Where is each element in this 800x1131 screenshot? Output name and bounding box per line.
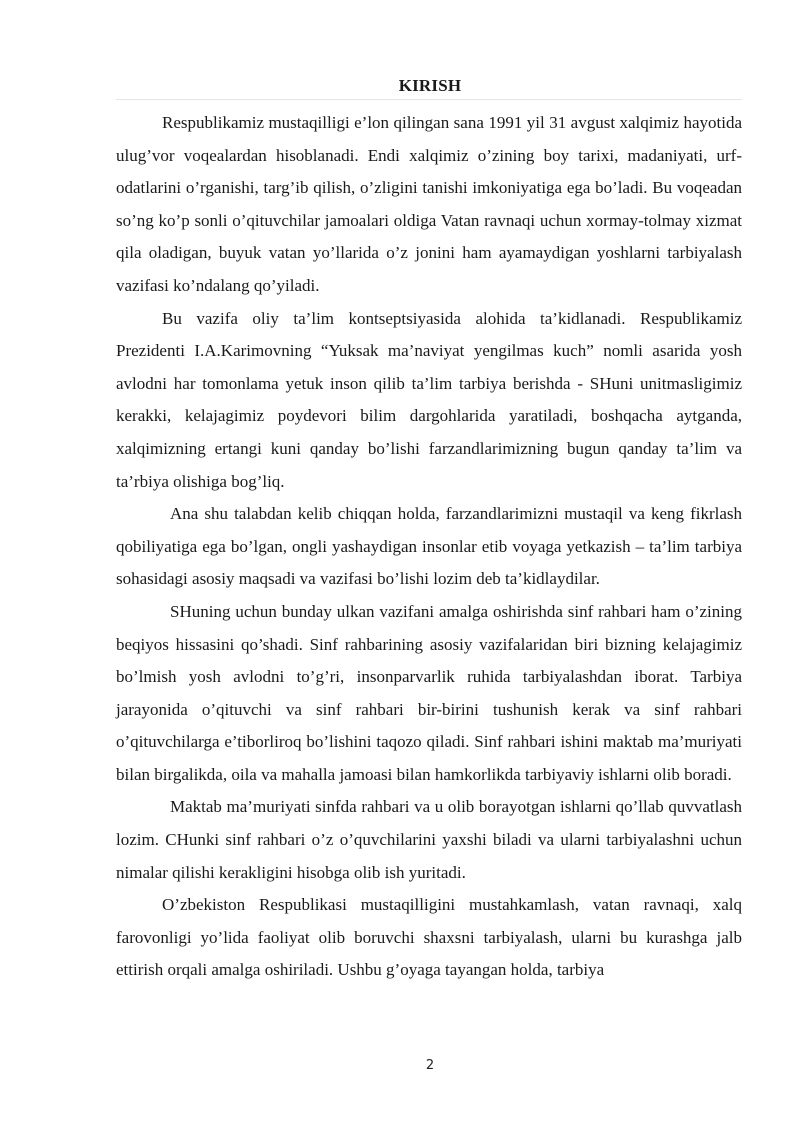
header-divider bbox=[116, 99, 742, 100]
paragraph-1: Respublikamiz mustaqilligi e’lon qilingan sana 1991 yil 31 avgust xalqimiz hayotida ulug’vor voqealardan hisoblanadi. Endi xalqimiz o’zining boy tarixi, madaniyati, urf-odatlarini o’rganishi, targ’ib qilish, o’zligini tanishi imkoniyatiga ega bo’ladi. Bu voqeadan so’ng ko’p sonli o’qituvchilar jamoalari oldiga Vatan ravnaqi uchun xormay-tolmay xizmat qila oladigan, buyuk vatan yo’llarida o’z jonini ham ayamaydigan yoshlarni tarbiyalash vazifasi ko’ndalang qo’yiladi. bbox=[116, 113, 742, 295]
paragraph-2: Bu vazifa oliy ta’lim kontseptsiyasida alohida ta’kidlanadi. Respublikamiz Prezidenti I.A.Karimovning “Yuksak ma’naviyat yengilmas kuch” nomli asarida yosh avlodni har tomonlama yetuk inson qilib ta’lim tarbiya berishda - SHuni unitmasligimiz kerakki, kelajagimiz poydevori bilim dargohlarida yaratiladi, boshqacha aytganda, xalqimizning ertangi kuni qanday bo’lishi farzandlarimizning bugun qanday ta’lim va ta’rbiya olishiga bog’liq. bbox=[116, 308, 742, 491]
page-number: 2 bbox=[425, 1058, 435, 1073]
body-text bbox=[116, 107, 742, 987]
paragraph-3: Ana shu talabdan kelib chiqqan holda, farzandlarimizni mustaqil va keng fikrlash qobiliyatiga ega bo’lgan, ongli yashaydigan insonlar etib voyaga yetkazish – ta’lim tarbiya sohasidagi asosiy maqsadi va vazifasi bo’lishi lozim deb ta’kidlaydilar. bbox=[116, 504, 742, 589]
paragraph-4: SHuning uchun bunday ulkan vazifani amalga oshirishda sinf rahbari ham o’zining beqiyos hissasini qo’shadi. Sinf rahbarining asosiy vazifalaridan biri bizning kelajagimiz bo’lmish yosh avlodni to’g’ri, insonparvarlik ruhida tarbiyalashdan iborat. Tarbiya jarayonida o’qituvchi va sinf rahbari bir-birini tushunish kerak va sinf rahbari o’qituvchilarga e’tiborliroq bo’lishini taqozo qiladi. Sinf rahbari ishini maktab ma’muriyati bilan birgalikda, oila va mahalla jamoasi bilan hamkorlikda tarbiyaviy ishlarni olib boradi. bbox=[116, 601, 742, 784]
section-title: KIRISH bbox=[398, 76, 462, 95]
paragraph-5: Maktab ma’muriyati sinfda rahbari va u olib borayotgan ishlarni qo’llab quvvatlash lozim. CHunki sinf rahbari o’z o’quvchilarini yaxshi biladi va ularni tarbiyalashni uchun nimalar qilishi kerakligini hisobga olib ish yuritadi. bbox=[116, 797, 742, 882]
paragraph-6: O’zbekiston Respublikasi mustaqilligini mustahkamlash, vatan ravnaqi, xalq farovonligi yo’lida faoliyat olib boruvchi shaxsni tarbiyalash, ularni bu kurashga jalb ettirish orqali amalga oshiriladi. Ushbu g’oyaga tayangan holda, tarbiya bbox=[116, 895, 742, 980]
